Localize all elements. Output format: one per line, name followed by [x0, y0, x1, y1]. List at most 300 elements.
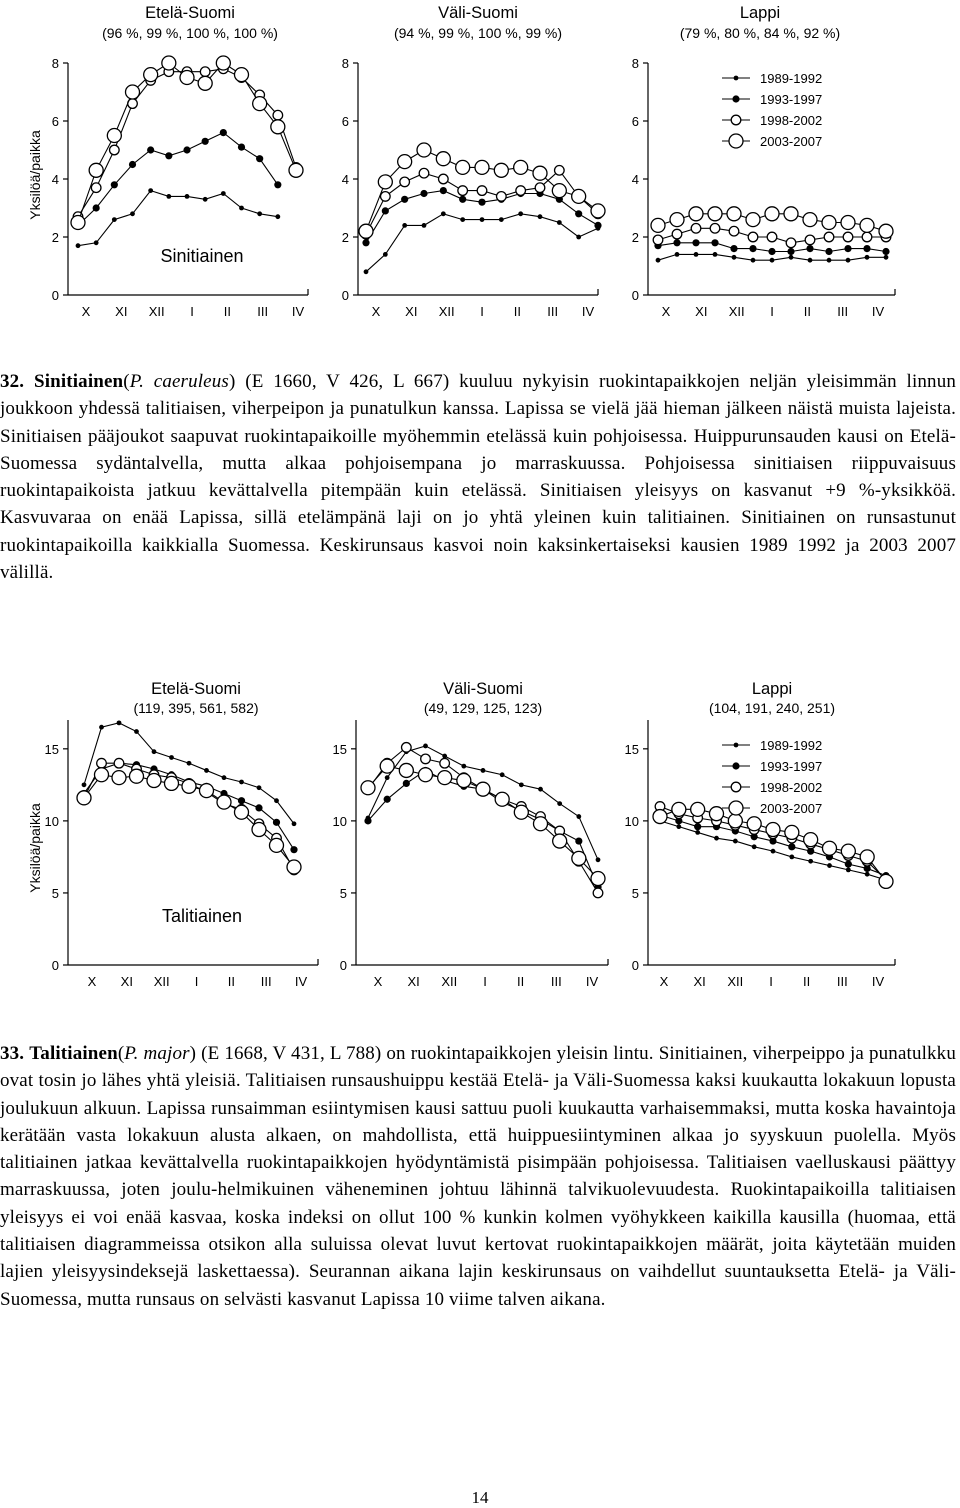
latin-name: P. caeruleus — [129, 371, 229, 392]
point-marker — [257, 211, 262, 216]
point-marker — [500, 772, 505, 777]
x-tick-label: X — [371, 304, 381, 319]
point-marker — [134, 729, 139, 734]
legend-label: 1998-2002 — [760, 780, 823, 795]
point-marker — [398, 155, 412, 169]
y-tick-label: 5 — [51, 885, 59, 901]
panel-subtitle: (94 %, 99 %, 100 %, 99 %) — [393, 25, 563, 41]
point-marker — [422, 223, 427, 228]
point-marker — [421, 754, 431, 764]
point-marker — [518, 211, 523, 216]
point-marker — [675, 252, 680, 257]
y-tick-label: 8 — [631, 56, 639, 71]
y-tick-label: 4 — [631, 172, 639, 187]
paragraph-talitiainen — [0, 1040, 956, 1313]
panel-subtitle: (104, 191, 240, 251) — [708, 700, 836, 716]
legend-label: 2003-2007 — [760, 801, 823, 816]
chart-panel — [333, 680, 608, 989]
point-marker — [535, 183, 545, 193]
point-marker — [732, 762, 739, 769]
point-marker — [476, 782, 490, 796]
x-tick-label: III — [550, 974, 562, 989]
point-marker — [727, 207, 741, 221]
page-number: 14 — [471, 1488, 489, 1507]
x-tick-label: X — [81, 304, 91, 319]
species-number: 33. — [0, 1043, 25, 1064]
point-marker — [235, 805, 249, 819]
x-tick-label: III — [257, 304, 269, 319]
point-marker — [480, 217, 485, 222]
point-marker — [257, 785, 262, 790]
point-marker — [183, 146, 190, 153]
point-marker — [733, 839, 738, 844]
panel-title: Lappi — [739, 4, 781, 22]
point-marker — [822, 216, 836, 230]
point-marker — [596, 857, 601, 862]
point-marker — [767, 232, 777, 242]
point-marker — [361, 781, 375, 795]
x-tick-label: I — [480, 304, 484, 319]
series-1998-2002 — [653, 224, 891, 248]
point-marker — [362, 239, 369, 246]
point-marker — [129, 161, 136, 168]
point-marker — [273, 110, 283, 120]
point-marker — [256, 155, 263, 162]
point-marker — [841, 216, 855, 230]
point-marker — [204, 768, 209, 773]
point-marker — [575, 210, 582, 217]
panel-title: Etelä-Suomi — [151, 680, 241, 698]
y-tick-label: 4 — [51, 172, 59, 187]
panel-subtitle: (119, 395, 561, 582) — [133, 700, 259, 716]
point-marker — [882, 248, 889, 255]
x-tick-label: XII — [148, 304, 165, 319]
y-tick-label: 6 — [631, 114, 639, 129]
x-tick-label: XII — [728, 304, 745, 319]
legend-label: 1989-1992 — [760, 71, 823, 86]
panel-subtitle: (96 %, 99 %, 100 %, 100 %) — [102, 25, 278, 41]
x-tick-label: XI — [407, 974, 420, 989]
point-marker — [732, 255, 737, 260]
point-marker — [656, 258, 661, 263]
y-tick-label: 10 — [332, 813, 347, 829]
point-marker — [843, 232, 853, 242]
point-marker — [271, 120, 285, 134]
point-marker — [879, 224, 893, 238]
x-tick-label: I — [770, 304, 774, 319]
point-marker — [770, 258, 775, 263]
point-marker — [200, 784, 214, 798]
point-marker — [275, 214, 280, 219]
x-tick-label: X — [373, 974, 383, 989]
point-marker — [475, 160, 489, 174]
species-label: Talitiainen — [161, 906, 243, 926]
chart-panel — [625, 680, 895, 989]
legend-label: 1989-1992 — [760, 738, 823, 753]
point-marker — [884, 255, 889, 260]
point-marker — [89, 163, 103, 177]
point-marker — [461, 764, 466, 769]
x-tick-label: XII — [441, 974, 458, 989]
point-marker — [823, 841, 837, 855]
point-marker — [555, 166, 565, 176]
point-marker — [711, 239, 718, 246]
x-tick-label: II — [517, 974, 525, 989]
point-marker — [82, 782, 87, 787]
point-marker — [203, 197, 208, 202]
point-marker — [292, 821, 297, 826]
legend — [722, 71, 822, 149]
x-tick-label: III — [837, 304, 849, 319]
point-marker — [99, 725, 104, 730]
point-marker — [865, 872, 870, 877]
point-marker — [670, 213, 684, 227]
chart-panel — [52, 4, 308, 319]
point-marker — [456, 160, 470, 174]
x-tick-label: IV — [294, 974, 308, 989]
y-tick-label: 10 — [44, 813, 59, 829]
point-marker — [651, 218, 665, 232]
point-marker — [499, 217, 504, 222]
point-marker — [185, 194, 190, 199]
point-marker — [401, 196, 408, 203]
species-label: Sinitiainen — [160, 246, 244, 266]
x-tick-label: I — [190, 304, 194, 319]
point-marker — [557, 801, 562, 806]
point-marker — [255, 804, 262, 811]
open-paren: ( — [117, 1043, 125, 1064]
point-marker — [238, 797, 245, 804]
point-marker — [107, 129, 121, 143]
legend — [722, 738, 822, 816]
point-marker — [653, 235, 663, 245]
point-marker — [766, 823, 780, 837]
point-marker — [863, 245, 870, 252]
series-2003-2007 — [71, 56, 303, 230]
point-marker — [805, 235, 815, 245]
x-tick-label: X — [661, 304, 671, 319]
point-marker — [458, 186, 468, 196]
point-marker — [519, 782, 524, 787]
series-2003-2007 — [77, 768, 301, 874]
y-axis-label: Yksilöä/paikka — [27, 130, 43, 220]
point-marker — [806, 245, 813, 252]
point-marker — [713, 252, 718, 257]
point-marker — [516, 186, 526, 196]
point-marker — [708, 207, 722, 221]
y-tick-label: 2 — [51, 230, 59, 245]
point-marker — [130, 211, 135, 216]
point-marker — [732, 95, 739, 102]
point-marker — [827, 258, 832, 263]
figure-sinitiainen — [0, 0, 960, 330]
y-tick-label: 2 — [341, 230, 349, 245]
point-marker — [187, 761, 192, 766]
open-paren: ( — [123, 371, 130, 392]
point-marker — [94, 240, 99, 245]
point-marker — [533, 166, 547, 180]
point-marker — [378, 175, 392, 189]
x-tick-label: I — [769, 974, 773, 989]
point-marker — [117, 720, 122, 725]
point-marker — [420, 190, 427, 197]
point-marker — [384, 796, 391, 803]
point-marker — [672, 802, 686, 816]
point-marker — [290, 846, 297, 853]
chart-panel — [45, 680, 318, 989]
point-marker — [441, 211, 446, 216]
point-marker — [672, 229, 682, 239]
point-marker — [252, 823, 266, 837]
point-marker — [253, 97, 267, 111]
x-tick-label: XI — [120, 974, 133, 989]
point-marker — [419, 768, 433, 782]
point-marker — [747, 817, 761, 831]
point-marker — [287, 860, 301, 874]
point-marker — [825, 248, 832, 255]
point-marker — [841, 844, 855, 858]
point-marker — [845, 861, 852, 868]
point-marker — [788, 843, 795, 850]
x-tick-label: XI — [695, 304, 708, 319]
y-tick-label: 6 — [341, 114, 349, 129]
y-tick-label: 0 — [51, 288, 59, 303]
point-marker — [144, 68, 158, 82]
point-marker — [381, 192, 391, 202]
point-marker — [860, 850, 874, 864]
y-tick-label: 15 — [624, 741, 639, 757]
chart-panel — [632, 4, 895, 319]
x-tick-label: I — [194, 974, 199, 989]
point-marker — [111, 181, 118, 188]
point-marker — [731, 782, 741, 792]
point-marker — [423, 744, 428, 749]
x-tick-label: II — [803, 974, 811, 989]
point-marker — [865, 255, 870, 260]
point-marker — [147, 146, 154, 153]
point-marker — [95, 768, 109, 782]
point-marker — [438, 771, 452, 785]
x-tick-label: XII — [438, 304, 455, 319]
point-marker — [198, 76, 212, 90]
point-marker — [235, 68, 249, 82]
y-tick-label: 0 — [341, 288, 349, 303]
point-marker — [364, 269, 369, 274]
point-marker — [538, 787, 543, 792]
point-marker — [239, 780, 244, 785]
point-marker — [752, 844, 757, 849]
point-marker — [729, 801, 743, 815]
point-marker — [222, 775, 227, 780]
point-marker — [784, 207, 798, 221]
point-marker — [162, 56, 176, 70]
species-number: 32. — [0, 371, 25, 392]
x-tick-label: II — [803, 304, 811, 319]
x-tick-label: XII — [727, 974, 744, 989]
y-tick-label: 4 — [341, 172, 349, 187]
point-marker — [514, 805, 528, 819]
point-marker — [289, 163, 303, 177]
x-tick-label: XI — [115, 304, 128, 319]
point-marker — [165, 776, 179, 790]
point-marker — [152, 749, 157, 754]
point-marker — [691, 224, 701, 234]
x-tick-label: X — [659, 974, 669, 989]
point-marker — [691, 802, 705, 816]
panel-title: Väli-Suomi — [438, 4, 518, 22]
point-marker — [804, 833, 818, 847]
series-1989-1992 — [76, 188, 281, 248]
y-tick-label: 5 — [339, 885, 347, 901]
x-tick-label: III — [836, 974, 848, 989]
point-marker — [572, 851, 586, 865]
x-tick-label: IV — [585, 974, 599, 989]
point-marker — [694, 823, 701, 830]
paragraph-sinitiainen — [0, 368, 956, 586]
point-marker — [576, 235, 581, 240]
point-marker — [653, 810, 667, 824]
y-tick-label: 5 — [631, 885, 639, 901]
x-tick-label: IV — [871, 304, 885, 319]
point-marker — [182, 779, 196, 793]
point-marker — [147, 774, 161, 788]
point-marker — [768, 248, 775, 255]
point-marker — [591, 872, 605, 886]
point-marker — [771, 849, 776, 854]
point-marker — [808, 258, 813, 263]
point-marker — [824, 232, 834, 242]
point-marker — [692, 239, 699, 246]
point-marker — [846, 258, 851, 263]
point-marker — [112, 217, 117, 222]
point-marker — [93, 204, 100, 211]
panel-title: Etelä-Suomi — [145, 4, 235, 22]
x-tick-label: IV — [871, 974, 885, 989]
point-marker — [553, 834, 567, 848]
point-marker — [77, 791, 91, 805]
point-marker — [439, 174, 449, 184]
point-marker — [274, 181, 281, 188]
x-tick-label: X — [87, 974, 97, 989]
point-marker — [789, 855, 794, 860]
point-marker — [417, 143, 431, 157]
y-tick-label: 0 — [51, 958, 59, 973]
point-marker — [576, 814, 581, 819]
paragraph-body: ) (E 1668, V 431, L 788) on ruokintapaikkojen yleisin lintu. Sinitiainen, viherpeippo ja punatulkku ovat tosin jo lähes yhtä yleisiä. Talitiaisen runsaushuippu kestää Etelä- ja Väli-Suomessa kaksi kuukautta lokakuun lopusta joulukuun alkuun. Lapissa runsaimman esiintymisen kausi sattuu puoli kuukautta varhaisemmaksi, mutta koska havaintoja kerätään vasta lokakuun alusta alkaen, on mahdollista, että huippuesiintyminen alkaa jo syyskuun puolella. Myös talitiainen jatkaa kevättalvella ruokintapaikkojen hyödyntämistä pisimpään pohjoisessa. Talitiaisen vaelluskausi päättyy marraskuussa, joten joulu-helmikuinen väheneminen johtuu lähinnä talvikuolevuudesta. Ruokintapaikoilla talitiaisen yleisyys ei voi enää kasvaa, koska indeksi on ollut 100 % kunkin kolmen vyöhykkeen kaikilla kausilla (huomaa, että talitiaisen diagrammeissa otsikon alla suluissa olevat luvut kertovat ruokintapaikkojen määrät, joita käytetään muiden lajien yleisyysindeksejä laskettaessa). Seurannan aikana lajin keskirunsaus on vaihdellut suuntauksetta Etelä- ja Väli-Suomessa, mutta runsaus on selvästi kasvanut Lapissa 10 viime talven aikana. — [0, 1043, 956, 1310]
point-marker — [534, 817, 548, 831]
point-marker — [200, 67, 210, 77]
point-marker — [860, 218, 874, 232]
point-marker — [710, 224, 720, 234]
point-marker — [730, 245, 737, 252]
point-marker — [494, 163, 508, 177]
point-marker — [180, 71, 194, 85]
point-marker — [714, 836, 719, 841]
point-marker — [789, 255, 794, 260]
point-marker — [729, 134, 743, 148]
point-marker — [166, 194, 171, 199]
point-marker — [202, 138, 209, 145]
legend-label: 2003-2007 — [760, 134, 823, 149]
point-marker — [114, 758, 124, 768]
species-name: Talitiainen — [29, 1043, 118, 1064]
point-marker — [710, 807, 724, 821]
point-marker — [148, 188, 153, 193]
point-marker — [436, 152, 450, 166]
legend-label: 1993-1997 — [760, 759, 823, 774]
point-marker — [419, 168, 429, 178]
series-line — [78, 191, 278, 246]
point-marker — [402, 223, 407, 228]
chart-panels-talitiainen — [0, 668, 960, 998]
point-marker — [239, 206, 244, 211]
series-1998-2002 — [363, 743, 603, 898]
point-marker — [440, 187, 447, 194]
point-marker — [695, 830, 700, 835]
point-marker — [676, 824, 681, 829]
point-marker — [97, 758, 107, 768]
point-marker — [731, 115, 741, 125]
point-marker — [557, 220, 562, 225]
point-marker — [399, 763, 413, 777]
point-marker — [746, 213, 760, 227]
point-marker — [126, 85, 140, 99]
y-tick-label: 0 — [631, 288, 639, 303]
point-marker — [765, 207, 779, 221]
y-tick-label: 0 — [339, 958, 347, 973]
y-tick-label: 8 — [51, 56, 59, 71]
x-tick-label: I — [483, 974, 487, 989]
series-line — [366, 214, 598, 272]
x-tick-label: III — [547, 304, 559, 319]
point-marker — [76, 243, 81, 248]
point-marker — [591, 204, 605, 218]
series-2003-2007 — [361, 759, 605, 885]
point-marker — [514, 160, 528, 174]
point-marker — [478, 199, 485, 206]
point-marker — [238, 144, 245, 151]
point-marker — [440, 758, 450, 768]
x-tick-label: IV — [291, 304, 305, 319]
point-marker — [403, 780, 410, 787]
species-name: Sinitiainen — [33, 371, 124, 392]
point-marker — [552, 184, 566, 198]
point-marker — [786, 238, 796, 248]
x-tick-label: XI — [405, 304, 418, 319]
series-1993-1997 — [74, 129, 281, 229]
point-marker — [575, 837, 582, 844]
point-marker — [844, 245, 851, 252]
point-marker — [862, 232, 872, 242]
panel-subtitle: (49, 129, 125, 123) — [423, 700, 543, 716]
series-1989-1992 — [364, 211, 601, 274]
point-marker — [110, 145, 120, 155]
point-marker — [221, 191, 226, 196]
point-marker — [808, 859, 813, 864]
point-marker — [785, 825, 799, 839]
point-marker — [689, 207, 703, 221]
point-marker — [274, 798, 279, 803]
point-marker — [169, 755, 174, 760]
point-marker — [729, 226, 739, 236]
point-marker — [594, 222, 601, 229]
x-tick-label: XI — [693, 974, 706, 989]
panel-subtitle: (79 %, 80 %, 84 %, 92 %) — [679, 25, 841, 41]
point-marker — [497, 192, 507, 202]
point-marker — [477, 186, 487, 196]
chart-panel — [342, 4, 605, 319]
point-marker — [481, 768, 486, 773]
